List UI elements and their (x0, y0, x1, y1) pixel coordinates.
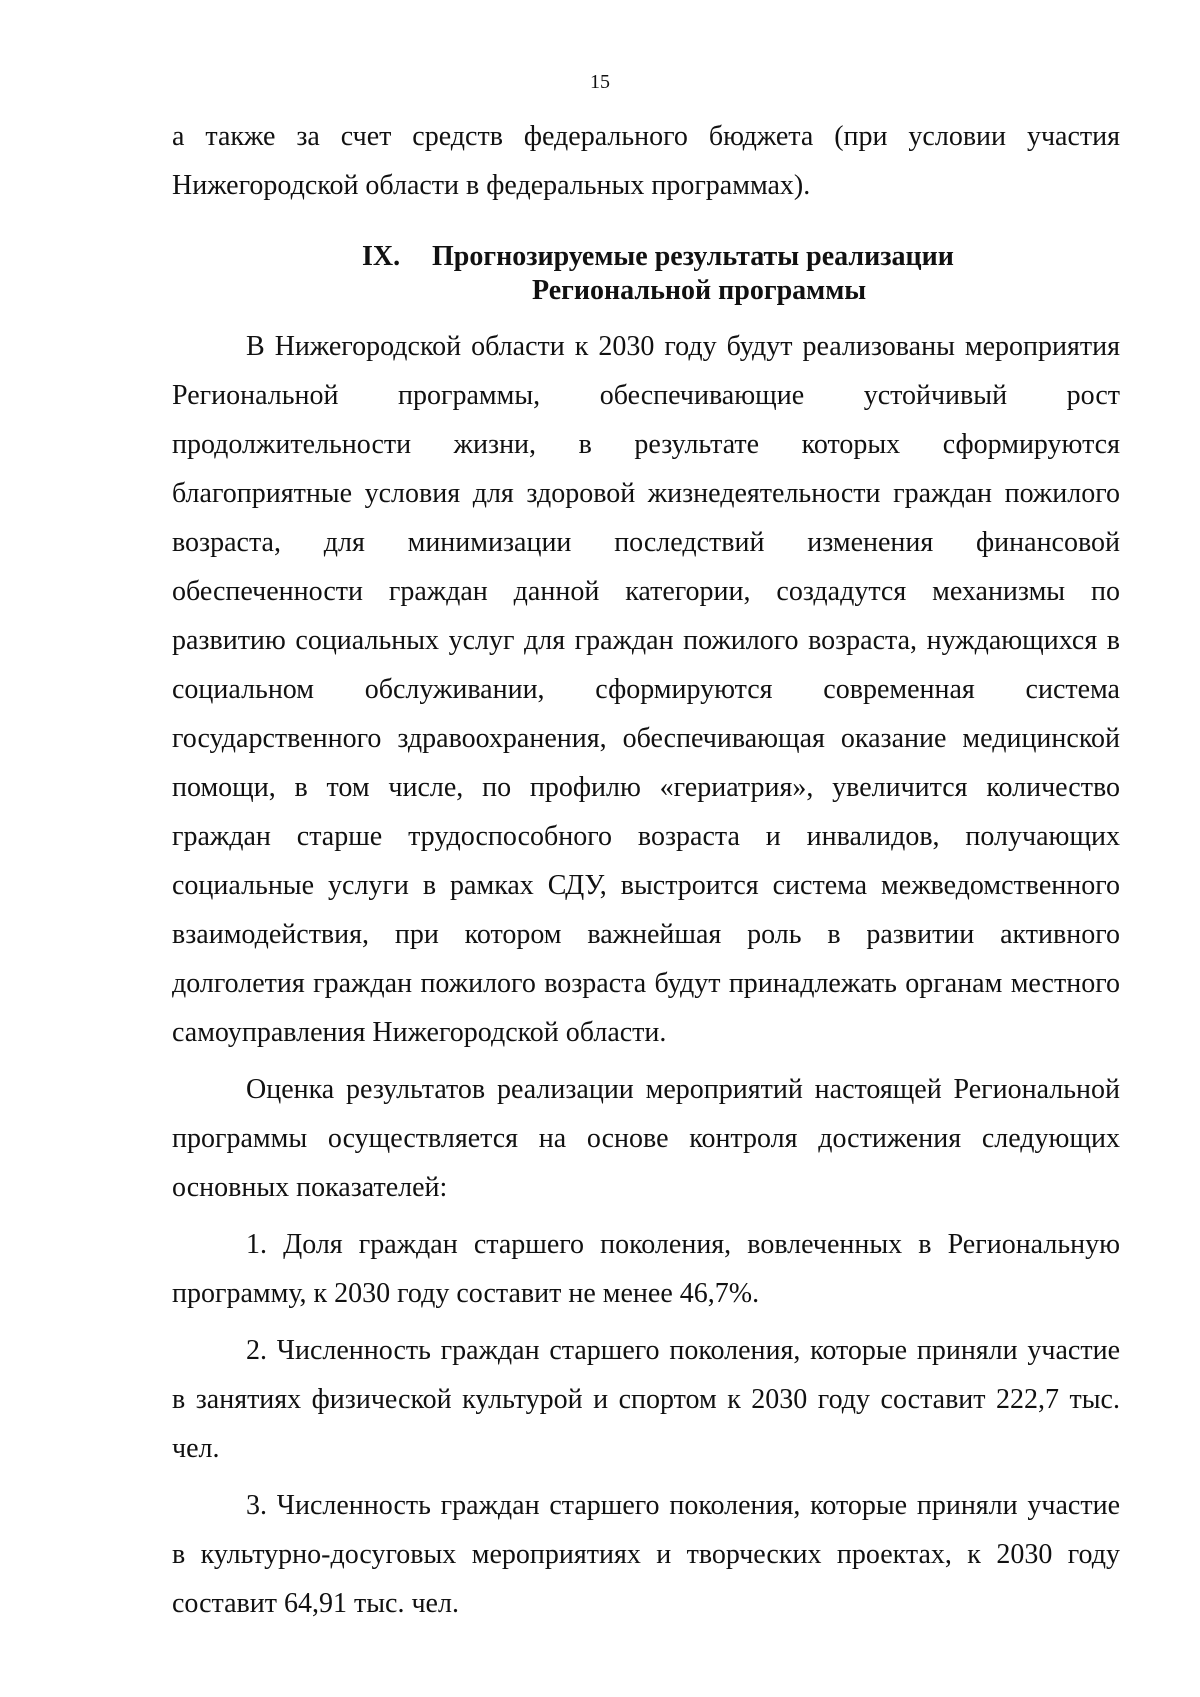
intro-paragraph: а также за счет средств федерального бюджета (при условии участия Нижегородской области в федеральных программах). (172, 121, 1120, 201)
section-heading (172, 240, 1120, 308)
results-paragraph: В Нижегородской области к 2030 году будут реализованы мероприятия Региональной программы, обеспечивающие устойчивый рост продолжительности жизни, в результате которых сформируются благоприятные условия для здоровой жизнедеятельности граждан пожилого возраста, для минимизации последствий изменения финансовой обеспеченности граждан данной категории, создадутся механизмы по развитию социальных услуг для граждан пожилого возраста, нуждающихся в социальном обслуживании, сформируются современная система государственного здравоохранения, обеспечивающая оказание медицинской помощи, в том числе, по профилю «гериатрия», увеличится количество граждан старше трудоспособного возраста и инвалидов, получающих социальные услуги в рамках СДУ, выстроится система межведомственного взаимодействия, при котором важнейшая роль в развитии активного долголетия граждан пожилого возраста будут принадлежать органам местного самоуправления Нижегородской области. (172, 331, 1120, 1048)
section-number: IX. (362, 241, 401, 272)
indicator-item-2: 2. Численность граждан старшего поколения, которые приняли участие в занятиях физической культурой и спортом к 2030 году составит 222,7 тыс. чел. (172, 1335, 1120, 1464)
indicator-item-3: 3. Численность граждан старшего поколения, которые приняли участие в культурно-досуговых мероприятиях и творческих проектах, к 2030 году составит 64,91 тыс. чел. (172, 1490, 1120, 1619)
section-title-line2: Региональной программы (532, 275, 867, 306)
indicator-item-1: 1. Доля граждан старшего поколения, вовлеченных в Региональную программу, к 2030 году составит не менее 46,7%. (172, 1229, 1120, 1309)
evaluation-paragraph: Оценка результатов реализации мероприятий настоящей Региональной программы осуществляется на основе контроля достижения следующих основных показателей: (172, 1074, 1120, 1203)
section-title-line1: Прогнозируемые результаты реализации (432, 241, 954, 272)
document-body (172, 112, 1120, 1628)
page-number: 15 (590, 71, 610, 93)
